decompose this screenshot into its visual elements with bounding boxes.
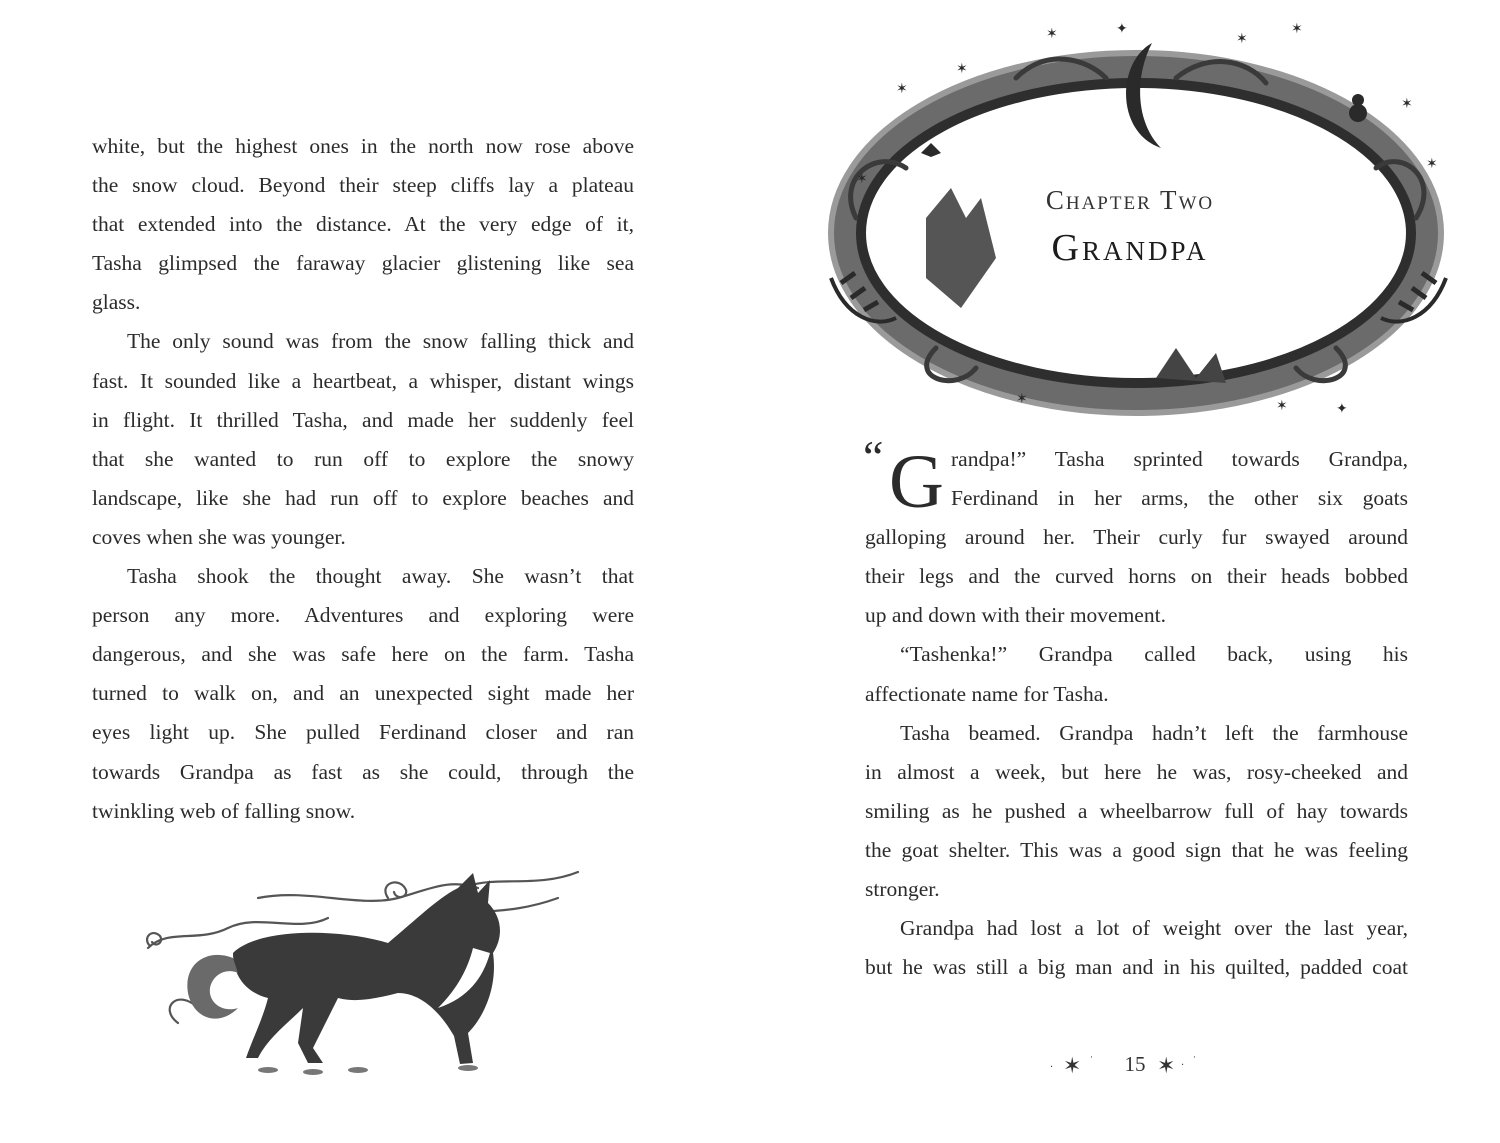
text-line: coves when she was younger. (92, 524, 346, 549)
text-line: that she wanted to run off to explore the snowy (92, 446, 634, 471)
text-line: their legs and the curved horns on their heads bobbed (865, 564, 1408, 589)
drop-cap-letter: G (889, 440, 944, 524)
text-line: towards Grandpa as fast as she could, through the (92, 759, 634, 784)
fox-illustration (138, 858, 588, 1078)
svg-text:✦: ✦ (1336, 401, 1348, 417)
svg-text:✶: ✶ (856, 171, 868, 187)
page-folio (1035, 1046, 1235, 1086)
text-line: galloping around her. Their curly fur swayed around (865, 525, 1408, 550)
svg-text:✶: ✶ (1426, 156, 1438, 172)
text-line: white, but the highest ones in the north now rose above (92, 134, 634, 158)
text-line: the goat shelter. This was a good sign that he was feeling (865, 837, 1408, 862)
text-line: glass. (92, 290, 141, 315)
text-line: twinkling web of falling snow. (92, 798, 356, 823)
svg-text:✶: ✶ (1236, 31, 1248, 47)
text-line: landscape, like she had run off to explore beaches and (92, 485, 634, 510)
text-line: randpa!” Tasha sprinted towards Grandpa, (951, 447, 1408, 471)
svg-text:·: · (1193, 1053, 1196, 1063)
page-number: 15 (1124, 1052, 1146, 1076)
right-page (750, 0, 1500, 1143)
text-line: Tasha beamed. Grandpa hadn’t left the farmhouse (900, 720, 1408, 745)
chapter-label: Chapter Two (1045, 185, 1215, 215)
text-line: that extended into the distance. At the very edge of it, (92, 212, 634, 237)
text-line: Tasha shook the thought away. She wasn’t that (127, 564, 634, 589)
svg-text:✶: ✶ (1046, 26, 1058, 42)
text-line: turned to walk on, and an unexpected sight made her (92, 681, 634, 706)
chapter-title: Grandpa (1051, 227, 1209, 269)
ornamental-swirl-frame-icon (816, 18, 1456, 418)
text-line: in almost a week, but here he was, rosy-cheeked and (865, 759, 1408, 784)
svg-text:✶: ✶ (896, 81, 908, 97)
svg-text:·: · (1090, 1053, 1093, 1063)
text-line: “Tashenka!” Grandpa called back, using his (900, 642, 1408, 667)
drop-cap-quote: “ (863, 431, 884, 482)
svg-text:✶: ✶ (956, 61, 968, 77)
right-page-text (863, 431, 1408, 987)
text-line: up and down with their movement. (865, 603, 1166, 628)
text-line: person any more. Adventures and exploring were (92, 603, 634, 628)
svg-text:✶: ✶ (1401, 96, 1413, 112)
text-line: dangerous, and she was safe here on the farm. Tasha (92, 642, 634, 667)
svg-text:✶: ✶ (1291, 21, 1303, 37)
svg-text:✶: ✶ (1063, 1054, 1082, 1079)
text-line: Tasha glimpsed the faraway glacier glistening like sea (92, 251, 634, 276)
text-line: stronger. (865, 877, 940, 902)
svg-text:✦: ✦ (1116, 21, 1128, 37)
left-page-text (92, 127, 634, 831)
svg-text:·: · (1050, 1062, 1054, 1073)
text-line: eyes light up. She pulled Ferdinand closer and ran (92, 720, 634, 745)
text-line: the snow cloud. Beyond their steep cliffs lay a plateau (92, 173, 634, 198)
text-line: Ferdinand in her arms, the other six goats (951, 486, 1408, 511)
text-line: Grandpa had lost a lot of weight over the last year, (900, 916, 1408, 941)
text-line: smiling as he pushed a wheelbarrow full of hay towards (865, 798, 1408, 823)
svg-text:·: · (1181, 1060, 1185, 1071)
svg-text:✶: ✶ (1016, 391, 1028, 407)
text-line: but he was still a big man and in his quilted, padded coat (865, 955, 1408, 980)
svg-text:✶: ✶ (1276, 398, 1288, 414)
drop-cap-paragraph (863, 431, 1408, 524)
svg-text:✶: ✶ (1157, 1054, 1176, 1079)
text-line: in flight. It thrilled Tasha, and made her suddenly feel (92, 407, 634, 432)
text-line: affectionate name for Tasha. (865, 681, 1109, 706)
text-line: The only sound was from the snow falling thick and (127, 329, 634, 354)
text-line: fast. It sounded like a heartbeat, a whisper, distant wings (92, 368, 634, 393)
